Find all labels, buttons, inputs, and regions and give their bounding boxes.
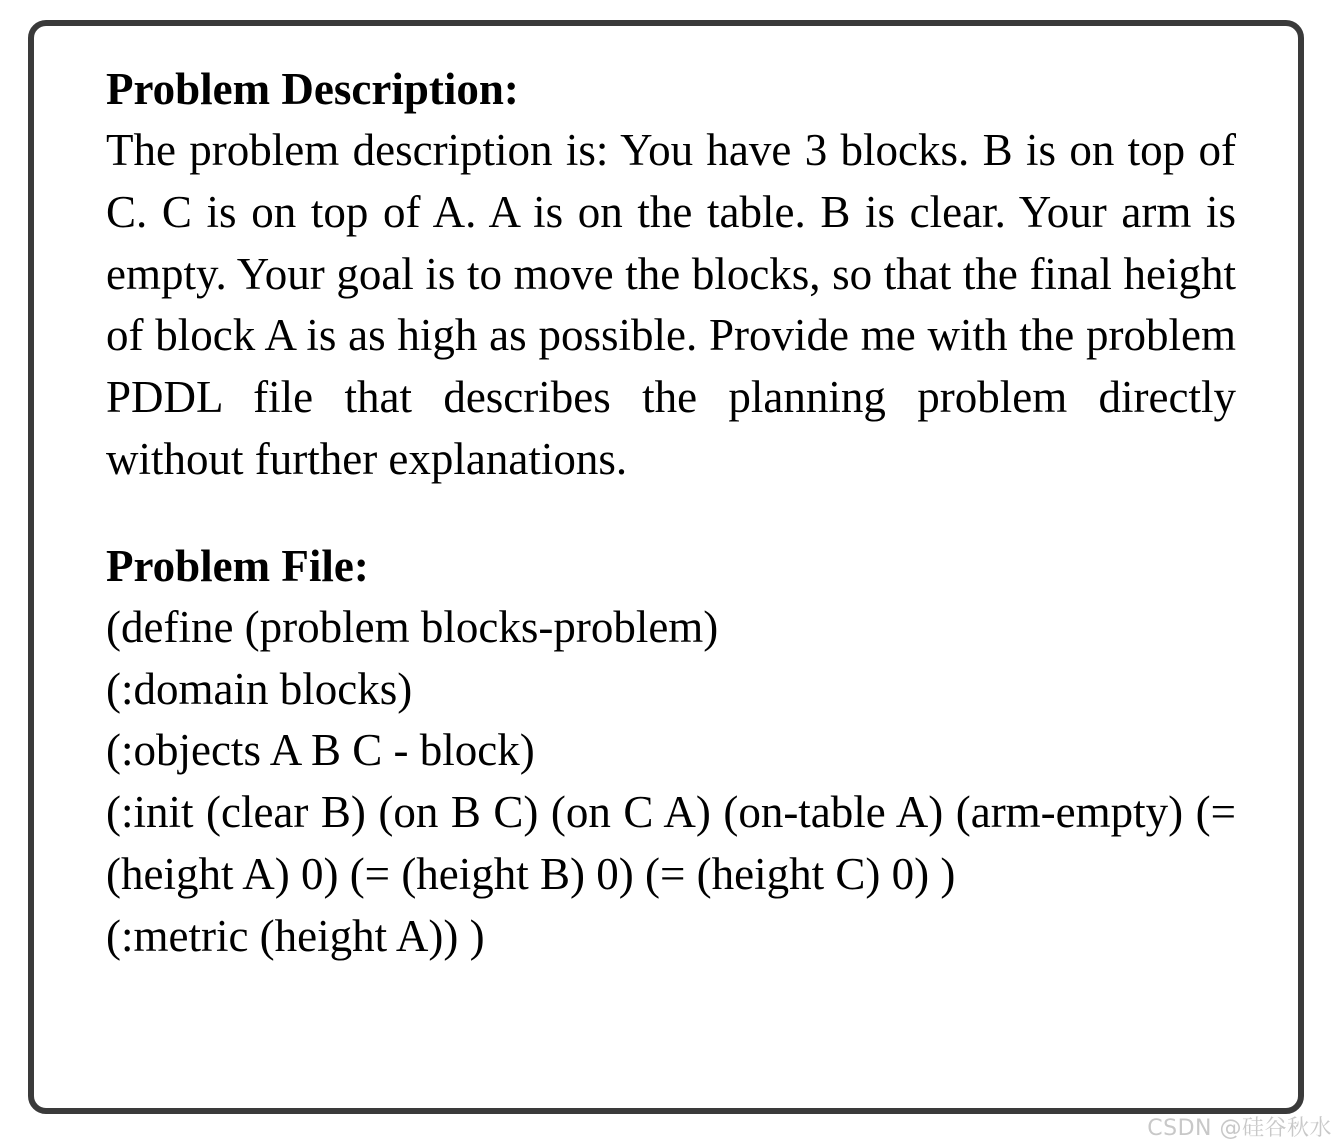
pddl-line-metric: (:metric (height A)) ) (106, 910, 485, 961)
document-body (106, 58, 1236, 968)
pddl-line-domain: (:domain blocks) (106, 663, 413, 714)
pddl-line-init: (:init (clear B) (on B C) (on C A) (on-table A) (arm-empty) (= (height A) 0) (= (height B) 0) (= (height C) 0) ) (106, 787, 1236, 899)
problem-description-heading: Problem Description: (106, 64, 519, 114)
pddl-line-objects: (:objects A B C - block) (106, 725, 535, 776)
watermark: CSDN @硅谷秋水 (1147, 1116, 1332, 1141)
pddl-line-define: (define (problem blocks-problem) (106, 601, 719, 652)
section-gap (106, 491, 1236, 535)
problem-description-text: The problem description is: You have 3 blocks. B is on top of C. C is on top of A. A is on the table. B is clear. Your arm is empty. Your goal is to move the blocks, so that the final height of block A is as high as possible. Provide me with the problem PDDL file that describes the planning problem directly without further explanations. (106, 125, 1236, 484)
problem-file-heading: Problem File: (106, 540, 369, 591)
